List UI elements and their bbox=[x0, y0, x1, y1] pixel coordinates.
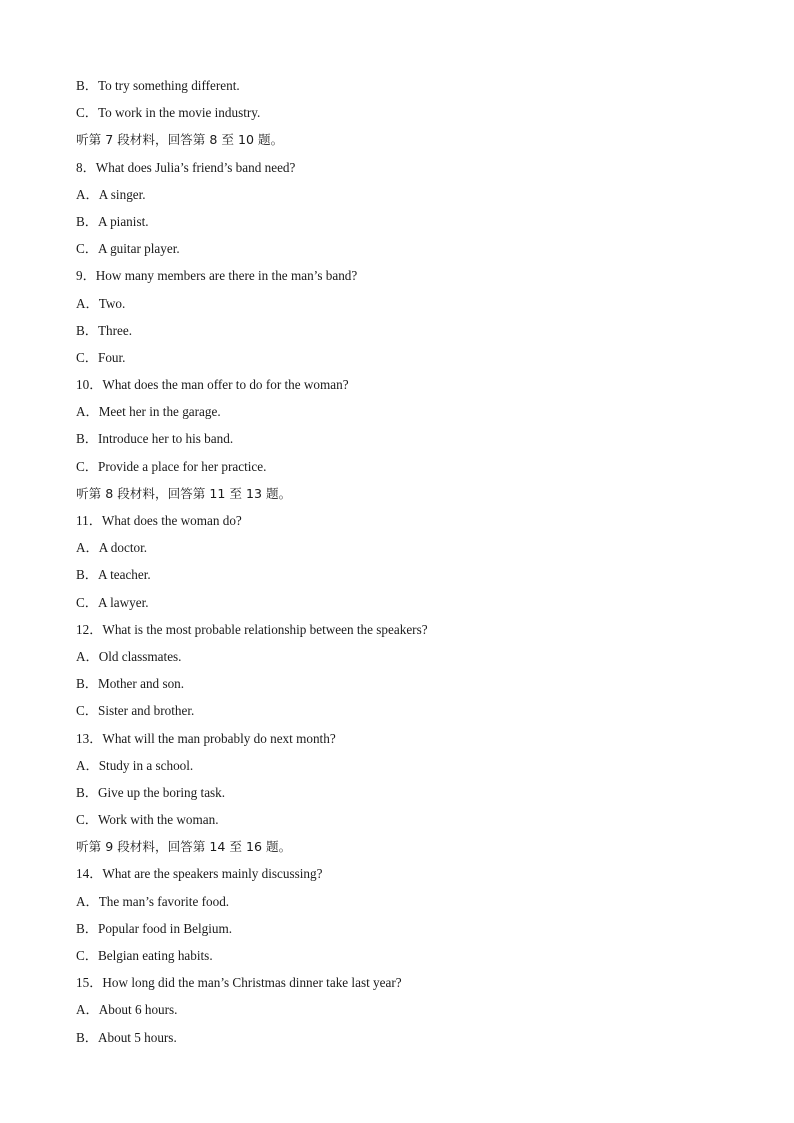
option-line: B．A teacher. bbox=[76, 567, 151, 583]
option-line: C．Four. bbox=[76, 349, 126, 365]
option-line: C．Belgian eating habits. bbox=[76, 948, 213, 963]
option-line: B．Introduce her to his band. bbox=[76, 431, 234, 447]
option-line: C．Provide a place for her practice. bbox=[76, 458, 267, 474]
question-line: 10．What does the man offer to do for the woman? bbox=[76, 377, 349, 393]
option-line: B．A pianist. bbox=[76, 213, 149, 229]
option-line: A．Study in a school. bbox=[76, 757, 194, 773]
section-instruction: 听第 7 段材料，回答第 8 至 10 题。 bbox=[76, 132, 284, 148]
section-instruction: 听第 8 段材料，回答第 11 至 13 题。 bbox=[76, 485, 292, 501]
question-line: 14．What are the speakers mainly discussing? bbox=[76, 866, 323, 882]
option-line: C．To work in the movie industry. bbox=[76, 105, 261, 121]
exam-content bbox=[76, 76, 756, 1055]
option-line: A．A singer. bbox=[76, 186, 146, 202]
option-line: C．A guitar player. bbox=[76, 241, 180, 257]
option-line: A．A doctor. bbox=[76, 540, 148, 556]
option-line: B．Popular food in Belgium. bbox=[76, 920, 233, 936]
option-line: B．About 5 hours. bbox=[76, 1029, 177, 1045]
option-line: C．Sister and brother. bbox=[76, 703, 195, 719]
question-line: 15．How long did the man’s Christmas dinner take last year? bbox=[76, 975, 402, 991]
option-line: C．A lawyer. bbox=[76, 594, 149, 610]
question-line: 13．What will the man probably do next month? bbox=[76, 730, 336, 746]
option-line: A．Two. bbox=[76, 295, 126, 311]
option-line: C．Work with the woman. bbox=[76, 812, 219, 828]
section-instruction: 听第 9 段材料，回答第 14 至 16 题。 bbox=[76, 839, 292, 855]
option-line: A．Meet her in the garage. bbox=[76, 404, 221, 420]
option-line: A．The man’s favorite food. bbox=[76, 893, 230, 909]
option-line: B．To try something different. bbox=[76, 78, 240, 93]
option-line: A．Old classmates. bbox=[76, 648, 182, 664]
question-line: 12．What is the most probable relationship between the speakers? bbox=[76, 621, 428, 637]
option-line: A．About 6 hours. bbox=[76, 1002, 178, 1018]
question-line: 11．What does the woman do? bbox=[76, 513, 242, 528]
question-line: 8．What does Julia’s friend’s band need? bbox=[76, 159, 296, 175]
option-line: B．Give up the boring task. bbox=[76, 784, 226, 800]
option-line: B．Mother and son. bbox=[76, 676, 185, 692]
question-line: 9．How many members are there in the man’s band? bbox=[76, 268, 358, 284]
option-line: B．Three. bbox=[76, 322, 133, 338]
